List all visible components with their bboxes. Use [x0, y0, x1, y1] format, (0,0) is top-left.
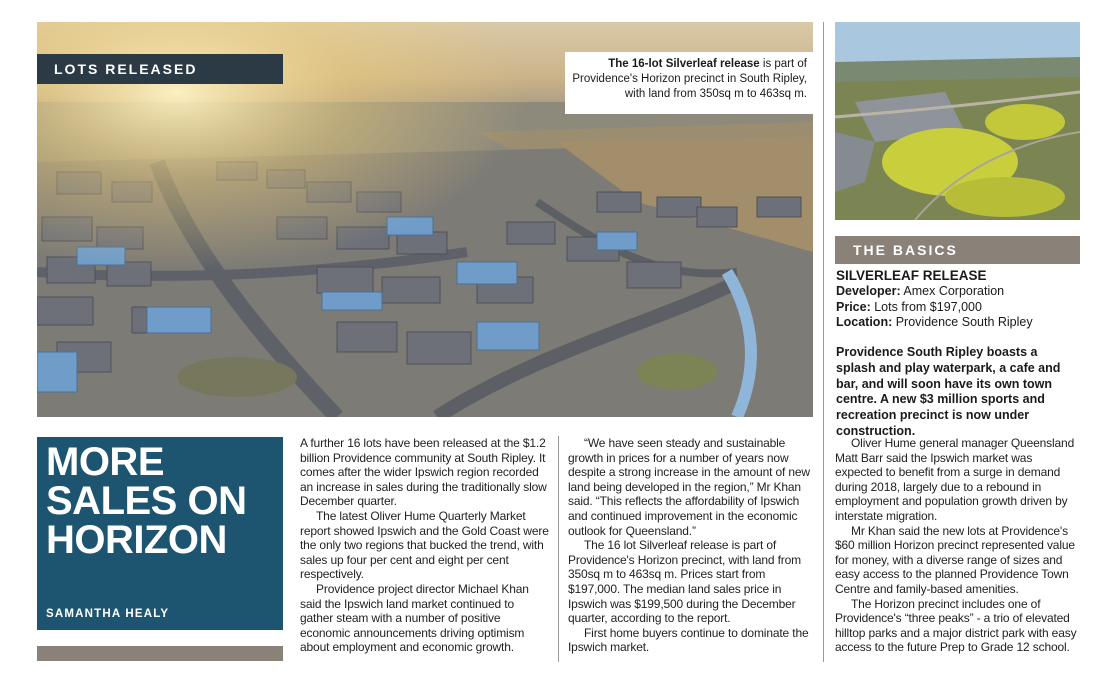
sidebar-aerial-photo: [835, 22, 1080, 220]
paragraph: The Horizon precinct includes one of Providence's “three peaks” - a trio of elevated hilltop parks and a major district park with easy access to the future Prep to Grade 12 school.: [835, 596, 1077, 655]
the-basics-tag: THE BASICS: [835, 236, 1080, 264]
headline: [46, 440, 278, 562]
fact-label: Developer:: [836, 284, 901, 298]
headline-line-1: MORE: [46, 440, 164, 484]
paragraph: First home buyers continue to dominate the Ipswich market.: [568, 625, 809, 655]
headline-line-2: SALES ON: [46, 479, 247, 523]
paragraph: The 16 lot Silverleaf release is part of Providence's Horizon precinct, with land from 350sq m to 463sq m. Prices start from $197,000. The median land sales price in Ipswich was $199,500 during the December quarter, according to the report.: [568, 538, 801, 626]
paragraph: Mr Khan said the new lots at Providence's $60 million Horizon precinct represented value for money, with a diverse range of sizes and easy access to the planned Providence Town Centre and family-based amenities.: [835, 523, 1075, 596]
basics-title: SILVERLEAF RELEASE: [836, 268, 987, 283]
fact-label: Price:: [836, 300, 871, 314]
fact-value: Amex Corporation: [900, 284, 1005, 298]
byline: SAMANTHA HEALY: [46, 608, 170, 620]
headline-panel: [37, 437, 283, 630]
fact-label: Location:: [836, 315, 893, 329]
paragraph: Providence project director Michael Khan said the Ipswich land market continued to gather steam with a number of positive economic announcements driving optimism about employment and economic growth.: [300, 581, 529, 655]
article-column-1: [300, 436, 550, 655]
article-column-2: [568, 436, 812, 655]
bottom-color-bar: [37, 646, 283, 661]
headline-line-3: HORIZON: [46, 518, 227, 562]
park-aerial-illustration: [835, 22, 1080, 220]
column-divider: [823, 22, 824, 662]
caption-lead: The 16-lot Silverleaf release: [608, 58, 760, 70]
photo-caption: [565, 52, 813, 114]
paragraph: Oliver Hume general manager Queensland Matt Barr said the Ipswich market was expected to benefit from a surge in demand during 2018, largely due to a rebound in employment and population growth driven by interstate migration.: [835, 436, 1075, 523]
column-divider: [558, 436, 559, 662]
basics-blurb: Providence South Ripley boasts a splash and play waterpark, a cafe and bar, and will soon have its own town centre. A new $3 million sports and recreation precinct is now under construction.: [836, 345, 1061, 438]
lots-released-tag: LOTS RELEASED: [37, 54, 283, 84]
paragraph: The latest Oliver Hume Quarterly Market report showed Ipswich and the Gold Coast were the only two regions that bucked the trend, with sales up four per cent and eight per cent respectively.: [300, 508, 549, 582]
fact-value: Lots from $197,000: [870, 300, 982, 314]
caption-text: is part of Providence's Horizon precinct in South Ripley, with land from 350sq m to 463sq m.: [572, 58, 807, 100]
paragraph: A further 16 lots have been released at the $1.2 billion Providence community at South Ripley. It comes after the wider Ipswich region recorded an increase in sales during the traditionally slow December quarter.: [300, 436, 547, 509]
fact-developer: [836, 284, 1004, 300]
fact-value: Providence South Ripley: [892, 315, 1033, 329]
fact-location: [836, 315, 1033, 331]
paragraph: “We have seen steady and sustainable growth in prices for a number of years now despite a strong increase in the amount of new land being developed in the region,” Mr Khan said. “This reflects the affordability of Ipswich and continued improvement in the economic outlook for Queensland.”: [568, 436, 810, 538]
hero-photo: [37, 22, 813, 417]
fact-price: [836, 300, 982, 316]
article-column-3: [835, 436, 1080, 655]
